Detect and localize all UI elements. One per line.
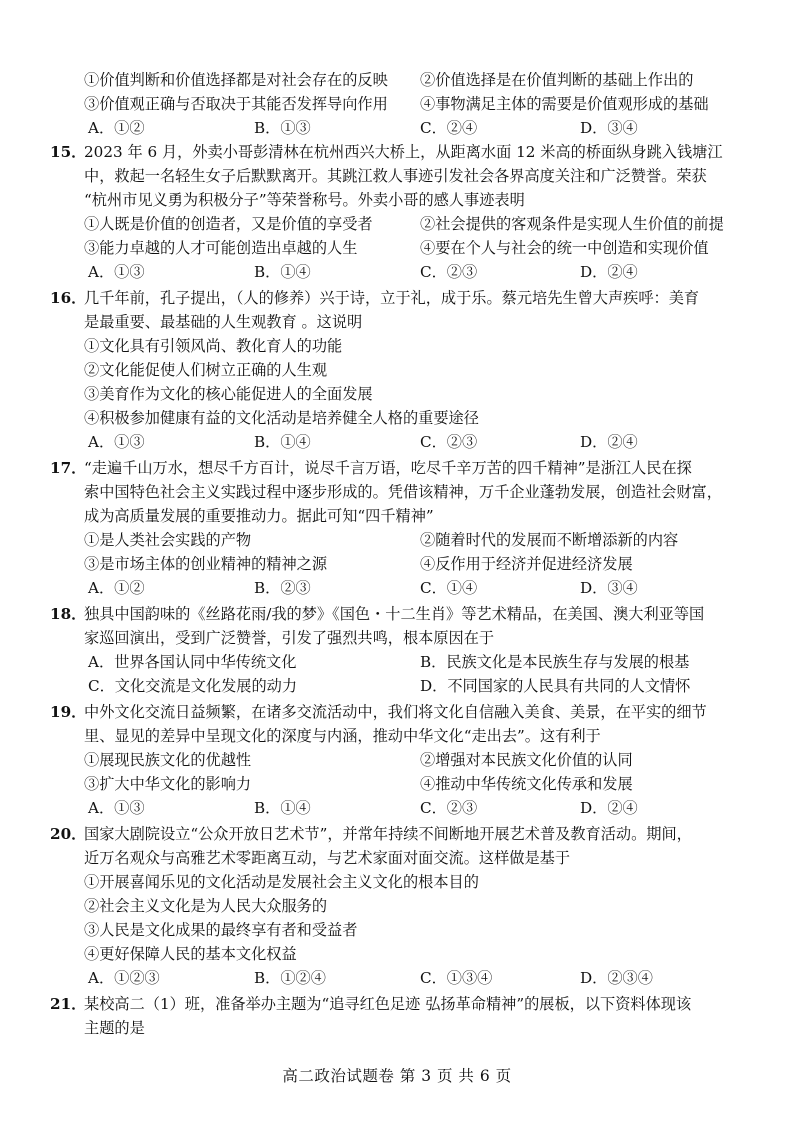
q16-option-d: D．②④: [580, 433, 638, 451]
q19-option-b: B．①④: [254, 799, 311, 817]
q21-stem-1: 某校高二（1）班，准备举办主题为“追寻红色足迹 弘扬革命精神”的展板，以下资料体现该: [84, 995, 692, 1013]
q15-stem-1: 2023 年 6 月，外卖小哥彭清林在杭州西兴大桥上，从距离水面 12 米高的桥面纵身跳入钱塘江: [84, 143, 723, 161]
q19-option-c: C．②③: [420, 799, 478, 817]
q18-stem-2: 家巡回演出，受到广泛赞誉，引发了强烈共鸣，根本原因在于: [84, 629, 495, 647]
q14-item-4: ④事物满足主体的需要是价值观形成的基础: [420, 95, 709, 113]
q16-item-2: ②文化能促使人们树立正确的人生观: [84, 361, 327, 379]
q14-item-1: ①价值判断和价值选择都是对社会存在的反映: [84, 71, 388, 89]
q19-item-2: ②增强对本民族文化价值的认同: [420, 751, 633, 769]
q17-stem-2: 索中国特色社会主义实践过程中逐步形成的。凭借该精神，万千企业蓬勃发展，创造社会财富，: [84, 483, 722, 501]
q20-option-c: C．①③④: [420, 969, 493, 987]
q16-item-1: ①文化具有引领风尚、教化育人的功能: [84, 337, 343, 355]
q20-stem-1: 国家大剧院设立“公众开放日艺术节”，并常年持续不间断地开展艺术普及教育活动。期间，: [84, 825, 692, 843]
q15-option-b: B．①④: [254, 263, 311, 281]
q16-stem-2: 是最重要、最基础的人生观教育 。这说明: [84, 313, 363, 331]
q21-number: 21．: [50, 995, 87, 1013]
q18-option-a: A．世界各国认同中华传统文化: [88, 653, 297, 671]
q15-number: 15．: [50, 143, 87, 161]
q18-option-d: D．不同国家的人民具有共同的人文情怀: [420, 677, 691, 695]
q19-stem-1: 中外文化交流日益频繁，在诸多交流活动中，我们将文化自信融入美食、美景，在平实的细节: [84, 703, 707, 721]
q15-option-d: D．②④: [580, 263, 638, 281]
q15-option-c: C．②③: [420, 263, 478, 281]
q16-item-3: ③美育作为文化的核心能促进人的全面发展: [84, 385, 373, 403]
q18-option-b: B．民族文化是本民族生存与发展的根基: [420, 653, 690, 671]
q20-option-b: B．①②④: [254, 969, 326, 987]
q19-item-3: ③扩大中华文化的影响力: [84, 775, 252, 793]
q17-option-c: C．①④: [420, 579, 478, 597]
q21-stem-2: 主题的是: [84, 1019, 145, 1037]
q16-item-4: ④积极参加健康有益的文化活动是培养健全人格的重要途径: [84, 409, 479, 427]
q17-stem-3: 成为高质量发展的重要推动力。据此可知“四千精神”: [84, 507, 434, 525]
q19-option-a: A．①③: [88, 799, 145, 817]
q15-item-4: ④要在个人与社会的统一中创造和实现价值: [420, 239, 709, 257]
q17-option-b: B．②③: [254, 579, 311, 597]
q20-item-1: ①开展喜闻乐见的文化活动是发展社会主义文化的根本目的: [84, 873, 479, 891]
q16-option-c: C．②③: [420, 433, 478, 451]
q18-number: 18．: [50, 605, 87, 623]
q15-item-2: ②社会提供的客观条件是实现人生价值的前提: [420, 215, 724, 233]
q20-stem-2: 近万名观众与高雅艺术零距离互动，与艺术家面对面交流。这样做是基于: [84, 849, 570, 867]
q15-stem-3: “杭州市见义勇为积极分子”等荣誉称号。外卖小哥的感人事迹表明: [84, 191, 525, 209]
q15-stem-2: 中，救起一名轻生女子后默默离开。其跳江救人事迹引发社会各界高度关注和广泛赞誉。荣获: [84, 167, 707, 185]
q20-option-d: D．②③④: [580, 969, 653, 987]
q19-item-1: ①展现民族文化的优越性: [84, 751, 252, 769]
q17-option-d: D．③④: [580, 579, 638, 597]
q20-item-2: ②社会主义文化是为人民大众服务的: [84, 897, 327, 915]
q17-item-2: ②随着时代的发展而不断增添新的内容: [420, 531, 679, 549]
q16-option-a: A．①③: [88, 433, 145, 451]
q19-number: 19．: [50, 703, 87, 721]
q14-item-3: ③价值观正确与否取决于其能否发挥导向作用: [84, 95, 388, 113]
q17-option-a: A．①②: [88, 579, 145, 597]
q17-number: 17．: [50, 459, 87, 477]
q14-option-c: C．②④: [420, 119, 478, 137]
q16-stem-1: 几千年前，孔子提出，（人的修养）兴于诗，立于礼，成于乐。蔡元培先生曾大声疾呼：美育: [84, 289, 700, 307]
q20-option-a: A．①②③: [88, 969, 160, 987]
q16-option-b: B．①④: [254, 433, 311, 451]
q15-item-3: ③能力卓越的人才可能创造出卓越的人生: [84, 239, 358, 257]
q17-item-4: ④反作用于经济并促进经济发展: [420, 555, 633, 573]
q20-item-4: ④更好保障人民的基本文化权益: [84, 945, 297, 963]
q14-item-2: ②价值选择是在价值判断的基础上作出的: [420, 71, 694, 89]
q17-item-1: ①是人类社会实践的产物: [84, 531, 252, 549]
q14-option-d: D．③④: [580, 119, 638, 137]
q19-item-4: ④推动中华传统文化传承和发展: [420, 775, 633, 793]
q19-option-d: D．②④: [580, 799, 638, 817]
page-footer: 高二政治试题卷 第 3 页 共 6 页: [282, 1067, 512, 1085]
q15-option-a: A．①③: [88, 263, 145, 281]
q18-option-c: C．文化交流是文化发展的动力: [88, 677, 298, 695]
q15-item-1: ①人既是价值的创造者，又是价值的享受者: [84, 215, 373, 233]
q19-stem-2: 里、显见的差异中呈现文化的深度与内涵，推动中华文化“走出去”。这有利于: [84, 727, 601, 745]
q14-option-b: B．①③: [254, 119, 311, 137]
q14-option-a: A．①②: [88, 119, 145, 137]
q17-stem-1: “走遍千山万水，想尽千方百计，说尽千言万语，吃尽千辛万苦的四千精神”是浙江人民在探: [84, 459, 692, 477]
q17-item-3: ③是市场主体的创业精神的精神之源: [84, 555, 327, 573]
q20-item-3: ③人民是文化成果的最终享有者和受益者: [84, 921, 358, 939]
q16-number: 16．: [50, 289, 87, 307]
q18-stem-1: 独具中国韵味的《丝路花雨/我的梦》《国色・十二生肖》等艺术精品，在美国、澳大利亚等国: [84, 605, 705, 623]
q20-number: 20．: [50, 825, 87, 843]
